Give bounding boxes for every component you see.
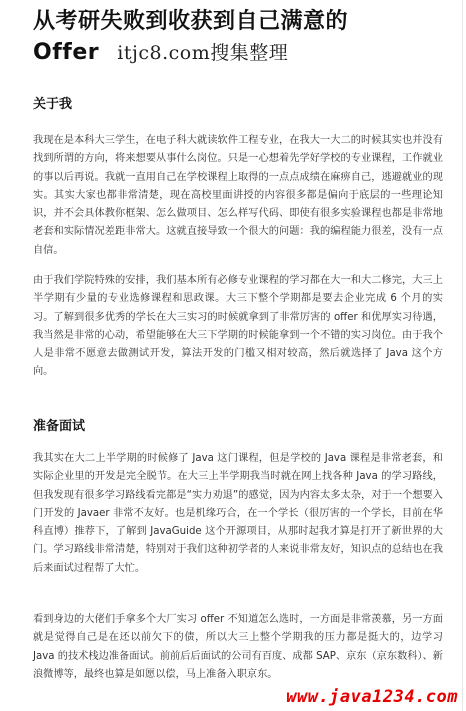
source-watermark: itjc8.com搜集整理 xyxy=(117,42,289,64)
paragraph-about-1: 我现在是本科大三学生，在电子科大就读软件工程专业，在我大一大二的时候其实也并没有找到所谓的方向，将来想要从事什么岗位。只是一心想着先学好学校的专业课程，工作就业的事以后再说。我就一直用自己在学校课程上取得的一点点成绩在麻痹自己，逃避就业的现实。其实大家也都非常清楚，现在高校里面讲授的内容很多都是偏向于底层的一些理论知识，并不会具体教你框架、怎么做项目、怎么样写代码、即使有很多实验课程也都是非常地老套和实际情况差距非常大。这就直接导致一个很大的问题：我的编程能力很差，没有一点自信。 xyxy=(33,135,443,256)
title-line1: 从考研失败到收获到自己满意的 xyxy=(33,9,349,34)
site-watermark: www.java1234.com xyxy=(286,687,458,707)
page-edge-divider xyxy=(462,0,463,711)
title-line2: Offer xyxy=(33,40,100,65)
article-title xyxy=(33,6,453,69)
section-heading-prepare: 准备面试 xyxy=(33,419,86,434)
title-line2-wrapper xyxy=(33,37,453,69)
paragraph-prepare-1: 我其实在大二上半学期的时候修了 Java 这门课程，但是学校的 Java 课程是非常老套，和实际企业里的开发是完全脱节。在大三上半学期我当时就在网上找各种 Java 的学习路线，但我发现有很多学习路线看完都是“实力劝退”的感觉，因为内容太多太杂，对于一个想要入门开发的 Javaer 非常不友好。也是机缘巧合，在一个学长（很厉害的一个学长，目前在华科直博）推荐下，了解到 JavaGuide 这个开源项目，从那时起我才算是打开了新世界的大门。学习路线非常清楚，特别对于我们这种初学者的人来说非常友好，知识点的总结也在我后来面试过程帮了大忙。 xyxy=(33,453,443,574)
paragraph-prepare-2: 看到身边的大佬们手拿多个大厂实习 offer 不知道怎么选时，一方面是非常羡慕，另一方面就是觉得自己是在还以前欠下的债，所以大三上整个学期我的压力都是挺大的，边学习 Java 的技术栈边准备面试。前前后后面试的公司有百度、成都 SAP、京东（京东数科）、新浪微博等，最终也算是如愿以偿，马上准备入职京东。 xyxy=(33,614,443,680)
section-heading-about: 关于我 xyxy=(33,97,73,112)
paragraph-about-2: 由于我们学院特殊的安排，我们基本所有必修专业课程的学习都在大一和大二修完，大三上半学期有少量的专业选修课程和思政课。大三下整个学期都是要去企业完成 6 个月的实习。了解到很多优秀的学长在大三实习的时候就拿到了非常厉害的 offer 和优厚实习待遇，我当然是非常的心动，希望能够在大三下学期的时候能拿到一个不错的实习岗位。由于我个人是非常不愿意去做测试开发，算法开发的门槛又相对较高，然后就选择了 Java 这个方向。 xyxy=(33,275,443,378)
